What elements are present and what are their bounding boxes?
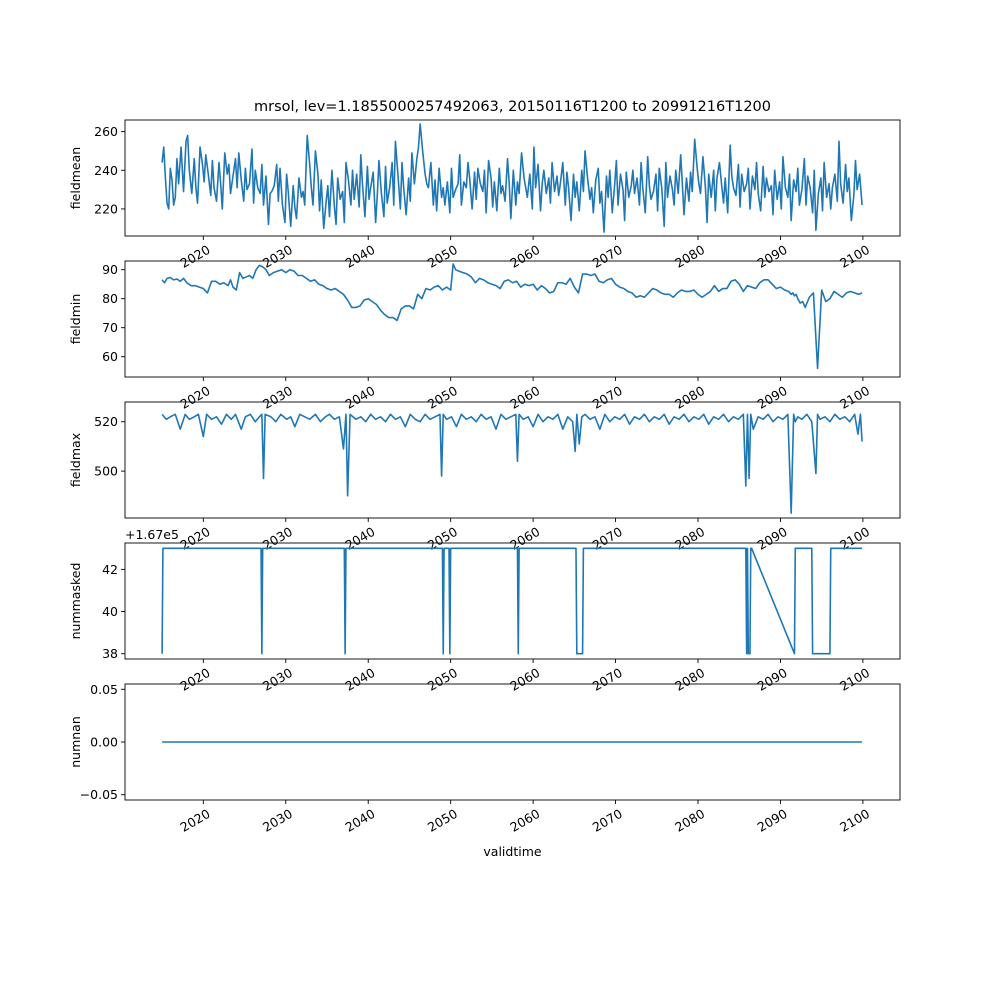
x-tick-label: 2100 [837, 664, 873, 694]
y-tick-label: 520 [94, 414, 118, 430]
y-tick-label: 60 [102, 349, 118, 365]
y-tick-label: 0.00 [90, 734, 118, 750]
y-tick-label: 240 [94, 162, 118, 178]
x-tick-label: 2070 [589, 523, 625, 553]
x-tick-label: 2080 [672, 382, 708, 412]
x-tick-label: 2030 [260, 805, 296, 835]
x-axis-label: validtime [483, 844, 542, 859]
x-tick-label: 2040 [342, 523, 378, 553]
x-tick-label: 2020 [177, 664, 213, 694]
x-tick-label: 2060 [507, 523, 543, 553]
y-tick-label: 42 [102, 561, 118, 577]
x-tick-label: 2020 [177, 241, 213, 271]
y-tick-label: 90 [102, 262, 118, 278]
x-tick-label: 2040 [342, 805, 378, 835]
x-tick-label: 2030 [260, 241, 296, 271]
x-tick-label: 2050 [424, 523, 460, 553]
y-tick-label: 220 [94, 201, 118, 217]
y-offset-label: +1.67e5 [125, 527, 179, 542]
x-tick-label: 2080 [672, 241, 708, 271]
x-tick-label: 2100 [837, 805, 873, 835]
y-tick-label: 80 [102, 291, 118, 307]
x-tick-label: 2050 [424, 241, 460, 271]
x-tick-label: 2100 [837, 523, 873, 553]
x-tick-label: 2060 [507, 664, 543, 694]
x-tick-label: 2070 [589, 805, 625, 835]
x-tick-label: 2020 [177, 805, 213, 835]
x-tick-label: 2060 [507, 805, 543, 835]
x-tick-label: 2060 [507, 241, 543, 271]
x-tick-label: 2070 [589, 241, 625, 271]
y-tick-label: −0.05 [79, 787, 118, 803]
x-tick-label: 2080 [672, 805, 708, 835]
x-tick-label: 2040 [342, 241, 378, 271]
y-tick-label: 260 [94, 124, 118, 140]
y-axis-label: fieldmin [68, 293, 83, 345]
x-tick-label: 2020 [177, 523, 213, 553]
x-tick-label: 2100 [837, 241, 873, 271]
x-tick-label: 2020 [177, 382, 213, 412]
y-tick-label: 70 [102, 320, 118, 336]
x-tick-label: 2080 [672, 523, 708, 553]
x-tick-label: 2030 [260, 523, 296, 553]
x-tick-label: 2040 [342, 664, 378, 694]
y-axis-label: fieldmax [68, 432, 83, 488]
y-tick-label: 40 [102, 604, 118, 620]
x-tick-label: 2050 [424, 805, 460, 835]
chart-title: mrsol, lev=1.1855000257492063, 20150116T1200 to 20991216T1200 [254, 99, 771, 115]
x-tick-label: 2090 [754, 523, 790, 553]
x-tick-label: 2070 [589, 382, 625, 412]
x-tick-label: 2040 [342, 382, 378, 412]
y-tick-label: 0.05 [90, 681, 118, 697]
x-tick-label: 2100 [837, 382, 873, 412]
x-tick-label: 2080 [672, 664, 708, 694]
x-tick-label: 2090 [754, 241, 790, 271]
x-tick-label: 2050 [424, 382, 460, 412]
x-tick-label: 2070 [589, 664, 625, 694]
x-tick-label: 2060 [507, 382, 543, 412]
y-tick-label: 500 [94, 463, 118, 479]
y-tick-label: 38 [102, 646, 118, 662]
x-tick-label: 2030 [260, 382, 296, 412]
x-tick-label: 2090 [754, 805, 790, 835]
x-tick-label: 2090 [754, 382, 790, 412]
y-axis-label: numnan [68, 716, 83, 768]
y-axis-label: nummasked [68, 562, 83, 640]
x-tick-label: 2090 [754, 664, 790, 694]
x-tick-label: 2050 [424, 664, 460, 694]
x-tick-label: 2030 [260, 664, 296, 694]
y-axis-label: fieldmean [68, 146, 83, 210]
